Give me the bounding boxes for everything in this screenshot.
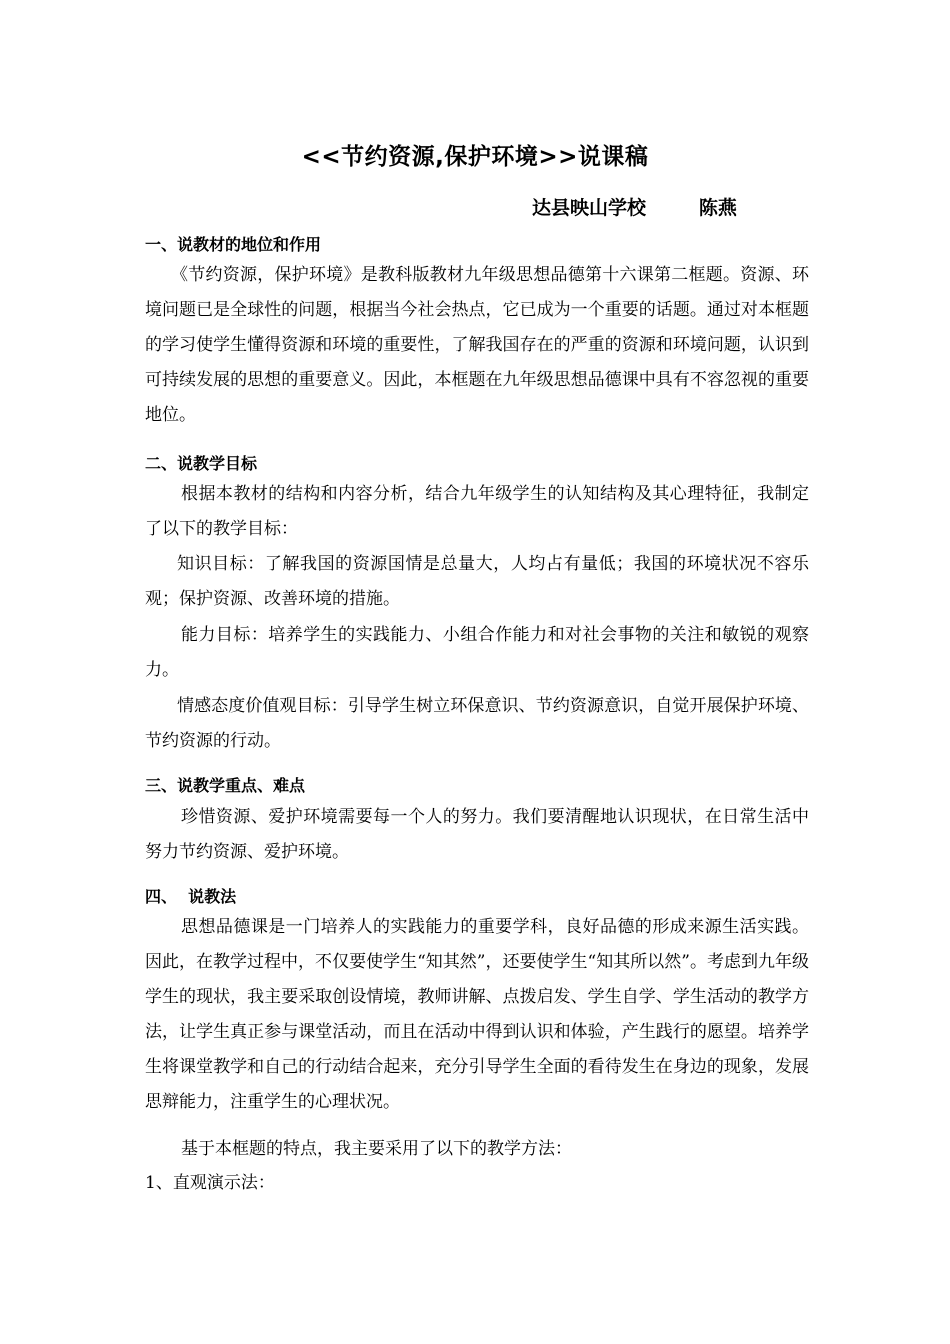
author-line: 达县映山学校 陈燕	[532, 197, 737, 219]
section-3-paragraph-1: 珍惜资源、爱护环境需要每一个人的努力。我们要清醒地认识现状，在日常生活中努力节约资源、爱护环境。	[145, 807, 809, 862]
section-4-paragraph-2: 基于本框题的特点，我主要采用了以下的教学方法：	[181, 1139, 572, 1159]
section-2-paragraph-3: 能力目标：培养学生的实践能力、小组合作能力和对社会事物的关注和敏锐的观察力。	[145, 625, 809, 680]
page-title: <<节约资源,保护环境>>说课稿	[301, 144, 649, 170]
section-heading-3: 三、说教学重点、难点	[145, 776, 306, 795]
section-4-paragraph-1: 思想品德课是一门培养人的实践能力的重要学科，良好品德的形成来源生活实践。因此，在教学过程中，不仅要使学生“知其然”，还要使学生“知其所以然”。考虑到九年级学生的现状，我主要采取创设情境，教师讲解、点拨启发、学生自学、学生活动的教学方法，让学生真正参与课堂活动，而且在活动中得到认识和体验，产生践行的愿望。培养学生将课堂教学和自己的行动结合起来，充分引导学生全面的看待发生在身边的现象，发展思辩能力，注重学生的心理状况。	[145, 917, 809, 1112]
section-1-paragraph-1: 《节约资源，保护环境》是教科版教材九年级思想品德第十六课第二框题。资源、环境问题已是全球性的问题，根据当今社会热点，它已成为一个重要的话题。通过对本框题的学习使学生懂得资源和环境的重要性，了解我国存在的严重的资源和环境问题，认识到可持续发展的思想的重要意义。因此，本框题在九年级思想品德课中具有不容忽视的重要地位。	[145, 265, 809, 425]
section-2-paragraph-2: 知识目标：了解我国的资源国情是总量大，人均占有量低；我国的环境状况不容乐观；保护资源、改善环境的措施。	[145, 554, 809, 609]
section-heading-2: 二、说教学目标	[145, 454, 258, 473]
section-heading-4: 四、 说教法	[145, 887, 237, 906]
section-2-paragraph-1: 根据本教材的结构和内容分析，结合九年级学生的认知结构及其心理特征，我制定了以下的教学目标：	[145, 484, 809, 539]
section-2-paragraph-4: 情感态度价值观目标：引导学生树立环保意识、节约资源意识，自觉开展保护环境、节约资源的行动。	[145, 696, 809, 751]
section-4-paragraph-3: 1、直观演示法：	[145, 1173, 275, 1193]
section-heading-1: 一、说教材的地位和作用	[145, 235, 322, 254]
